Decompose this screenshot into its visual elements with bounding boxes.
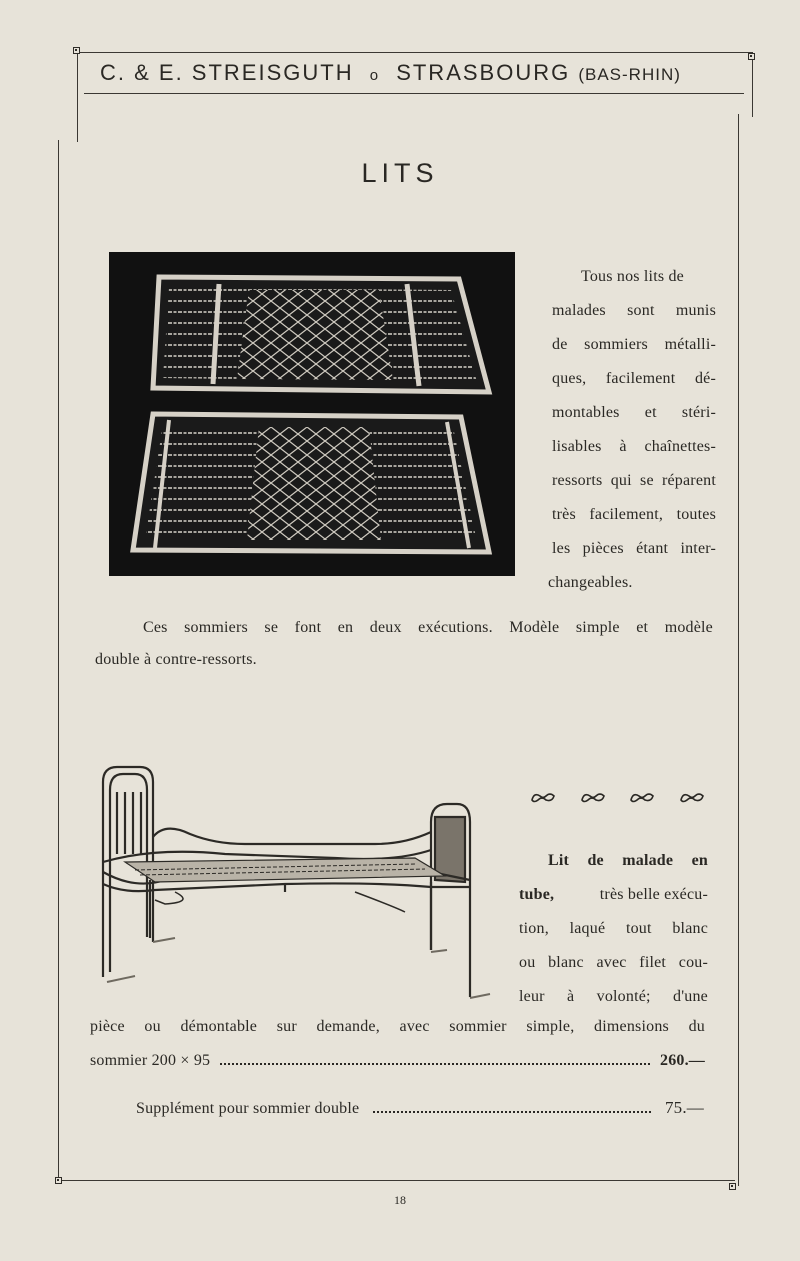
intro-line: changeables.: [548, 574, 633, 591]
bed-tube-rest: très belle exécu-: [599, 886, 708, 903]
intro-line: montables et stéri-: [552, 404, 716, 421]
header-underline: [84, 93, 744, 94]
page-number: 18: [394, 1193, 406, 1207]
spring-mattresses-illustration: [109, 252, 515, 576]
intro-line: les pièces étant inter-: [552, 540, 716, 557]
hospital-bed-illustration: [95, 762, 505, 1007]
frame-bottom-rule: [60, 1180, 735, 1181]
bed-figure: [95, 762, 505, 1007]
leader-dots: [220, 1053, 650, 1065]
bed-line: tion, laqué tout blanc: [519, 920, 708, 937]
sommier-label: sommier 200 × 95: [90, 1052, 211, 1069]
frame-top-rule: [77, 52, 753, 53]
page-title: LITS: [361, 158, 439, 188]
intro-line: Tous nos lits de: [581, 268, 684, 285]
bed-tube-bold: tube,: [519, 886, 555, 903]
sommier-line: [90, 1052, 705, 1070]
intro-line: de sommiers métalli-: [552, 336, 716, 353]
intro-line: ressorts qui se réparent: [552, 472, 716, 489]
frame-left-rule-lower: [58, 140, 59, 1182]
bed-lead-line: [548, 852, 708, 870]
squiggle-icon: [629, 790, 655, 804]
header-separator: o: [369, 67, 381, 84]
squiggle-icon: [530, 790, 556, 804]
sommier-price: 260.—: [660, 1052, 705, 1069]
corner-ornament-top-right: [748, 53, 755, 60]
corner-ornament-bottom-right: [729, 1183, 736, 1190]
bed-lead-bold: Lit de malade en: [548, 852, 708, 869]
squiggle-icon: [679, 790, 705, 804]
supplement-price: 75.—: [664, 1098, 704, 1117]
frame-right-rule-lower: [738, 114, 739, 1186]
intro-line: ques, facilement dé-: [552, 370, 716, 387]
bed-line: ou blanc avec filet cou-: [519, 954, 708, 971]
intro-line: malades sont munis: [552, 302, 716, 319]
firm-name: C. & E. STREISGUTH: [100, 60, 354, 85]
frame-left-rule: [77, 52, 78, 142]
upper-spring-frame: [153, 277, 489, 392]
region-name: (BAS-RHIN): [578, 65, 681, 84]
frame-right-rule: [752, 57, 753, 117]
corner-ornament-bottom-left: [55, 1177, 62, 1184]
bed-tube-line: [519, 886, 708, 904]
page-header: [100, 60, 740, 86]
bed-full-line: pièce ou démontable sur demande, avec sommier simple, dimensions du: [90, 1018, 705, 1035]
ornament-row: [530, 790, 705, 804]
intro-line: très facilement, toutes: [552, 506, 716, 523]
corner-ornament-top-left: [73, 47, 80, 54]
intro-line: lisables à chaînettes-: [552, 438, 716, 455]
leader-dots: [373, 1101, 651, 1113]
supplement-line: [136, 1098, 704, 1118]
executions-line: Ces sommiers se font en deux exécutions. Modèle simple et modèle: [143, 619, 713, 636]
bed-line: leur à volonté; d'une: [519, 988, 708, 1005]
lower-spring-frame: [133, 414, 489, 552]
city-name: STRASBOURG: [396, 60, 571, 85]
executions-line: double à contre-ressorts.: [95, 651, 257, 668]
squiggle-icon: [580, 790, 606, 804]
supplement-label: Supplément pour sommier double: [136, 1100, 360, 1117]
springs-figure: [109, 252, 515, 576]
